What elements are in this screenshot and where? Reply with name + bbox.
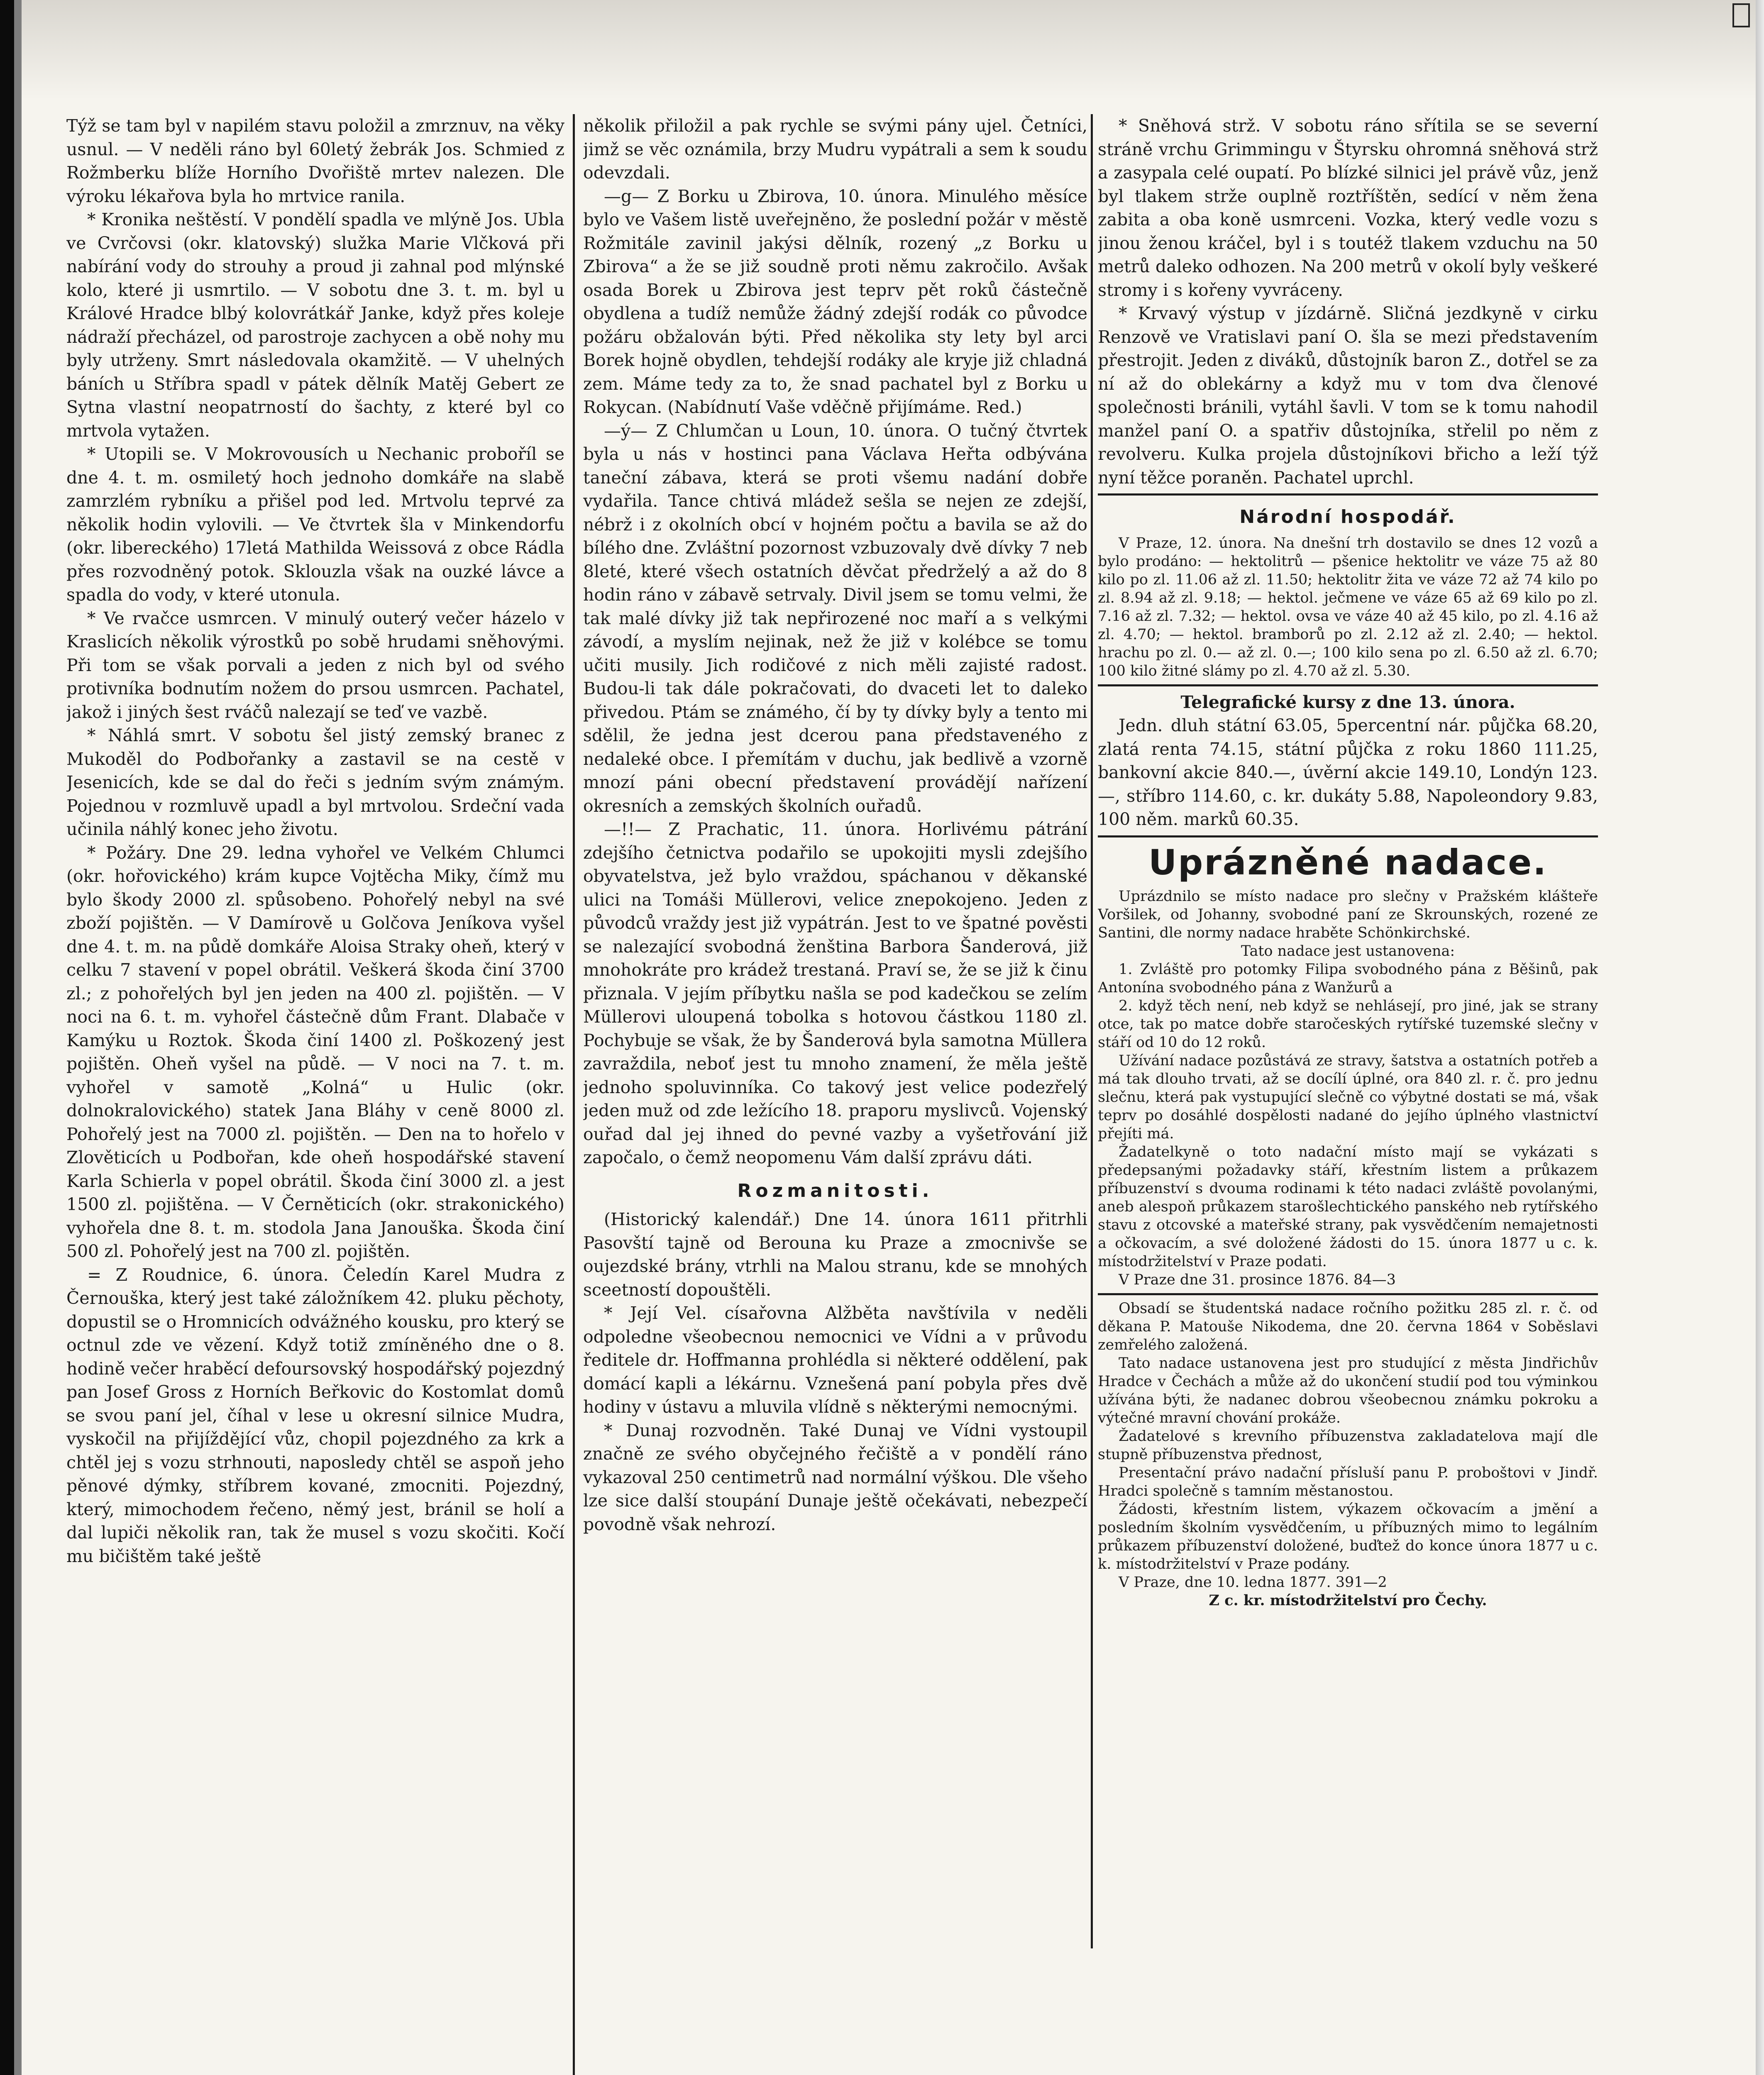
paragraph: * Požáry. Dne 29. ledna vyhořel ve Velkém Chlumci (okr. hořovického) krám kupce Vojtěcha Miky, čímž mu bylo škody 2000 zl. spůsobeno. Pohořelý nebyl na své zboží pojištěn. — V Damírově u Golčova Jeníkova vyšel dne 4. t. m. na půdě domkáře Aloisa Straky oheň, který v celku 7 stavení v popel obrátil. Veškerá škoda činí 3700 zl.; z pohořelých byl jen jeden na 400 zl. pojištěn. — V noci na 6. t. m. vyhořel částečně dům Frant. Dlabače v Kamýku u Roztok. Škoda činí 1400 zl. Poškozený jest pojištěn. Oheň vyšel na půdě. — V noci na 7. t. m. vyhořel v samotě „Kolná“ u Hulic (okr. dolnokralovického) statek Jana Bláhy v ceně 8000 zl. Pohořelý jest na 7000 zl. pojištěn. — Den na to hořelo v Zlověticích u Podbořan, kde oheň hospodářské stavení Karla Schierla v popel obrátil. Škoda činí 3000 zl. a jest 1500 zl. pojištěna. — V Černěticích (okr. strakonického) vyhořela dne 8. t. m. stodola Jana Janouška. Škoda činí 500 zl. Pohořelý jest na 700 zl. pojištěn.	[66, 842, 564, 1261]
notice-authority: Z c. kr. místodržitelství pro Čechy.	[1209, 1592, 1487, 1609]
paragraph: —ý— Z Chlumčan u Loun, 10. února. O tučný čtvrtek byla u nás v hostinci pana Václava Heřta odbývána taneční zábava, která se proti všemu nadání dobře vydařila. Tance chtivá mládež sešla se nejen ze zdejší, nébrž i z okolních obcí v hojném počtu a bavila se až do bílého dne. Zvláštní pozornost vzbuzovaly dvě dívky 7 neb 8leté, které všech ostatních děvčat předrželý a až do 8 hodin ráno v zábavě setrvaly. Divil jsem se tomu velmi, že tak malé dívky již tak nepřirozené noc maří a s velkými závodí, a myslím nejinak, než že již v kolébce se tomu učiti musily. Jich rodičové z nich měli zajisté radost. Budou-li tak dále pokračovati, do dvaceti let to daleko přivedou. Ptám se známého, čí by ty dívky byly a tento mi sdělil, že jedna jest dcerou pana představeného z nedaleké obce. I přemítám v duchu, jak bedlivě a vzorně mnozí páni obecní představení provádějí nařízení okresních a zemských školních ouřadů.	[583, 420, 1087, 816]
section-heading-miscellany: Rozmanitosti.	[737, 1180, 933, 1201]
notice-date: V Praze, dne 10. ledna 1877. 391—2	[1119, 1574, 1387, 1591]
notice-paragraph: Žadatelkyně o toto nadační místo mají se vykázati s předepsanými požadavky stáří, křestním listem a průkazem příbuzenství s dvouma rodinami k této nadaci zvláště povolanými, aneb alespoň průkazem starošlechtického panského neb rytířského stavu z otcovské a mateřské strany, pak vysvědčením nemajetnosti a očkovacím, a své doložené žádosti do 15. února 1877 u c. k. místodržitelství v Praze podati.	[1098, 1143, 1598, 1270]
notice-paragraph: Uprázdnilo se místo nadace pro slečny v Pražském klášteře Voršilek, od Johanny, svobodné paní ze Skrounských, rozené ze Santini, dle normy nadace hraběte Schönkirchské.	[1098, 888, 1598, 941]
column-rule-2	[1091, 114, 1093, 1948]
paragraph: * Sněhová strž. V sobotu ráno sřítila se se severní stráně vrchu Grimmingu v Štyrsku ohromná sněhová strž a zasypala celé oupatí. Po blízké silnici jel právě vůz, jenž byl tlakem strže ouplně roztříštěn, sedící v něm žena zabita a oba koně usmrceni. Vozka, který vedle vozu s jinou ženou kráčel, byl i s toutéž tlakem vzduchu na 50 metrů daleko odhozen. Na 200 metrů v okolí byly veškeré stromy i s kořeny vyvráceny.	[1098, 116, 1598, 300]
telegraph-heading: Telegrafické kursy z dne 13. února.	[1180, 692, 1515, 712]
notice-paragraph: 1. Zvláště pro potomky Filipa svobodného pána z Běšinů, pak Antonína svobodného pána z Wanžurů a	[1098, 961, 1598, 996]
foundations-title: Uprázněné nadace.	[1148, 842, 1548, 883]
notice-paragraph: Tato nadace ustanovena jest pro studující z města Jindřichův Hradce v Čechách a může až do ukončení studií pod tou výminkou užívána býti, že nadanec dobrou všeobecnou známku pokroku a výtečné mravní chování prokáže.	[1098, 1355, 1598, 1426]
notice-paragraph: 2. když těch není, neb když se nehlásejí, pro jiné, jak se strany otce, tak po matce dobře staročeských rytířské tuzemské slečny v stáří od 10 do 12 roků.	[1098, 997, 1598, 1051]
divider	[1098, 835, 1598, 837]
market-report: V Praze, 12. února. Na dnešní trh dostavilo se dnes 12 vozů a bylo prodáno: — hektolitrů — pšenice hektolitr ve váze 75 až 80 kilo po zl. 11.06 až zl. 11.50; hektolitr žita ve váze 72 až 74 kilo po zl. 8.94 až zl. 9.18; — hektol. ječmene ve váze 65 až 69 kilo po zl. 7.16 až zl. 7.32; — hektol. ovsa ve váze 40 až 45 kilo, po zl. 4.16 až zl. 4.70; — hektol. bramborů po zl. 2.12 až zl. 2.40; — hektol. hrachu po zl. 0.— až zl. 0.—; 100 kilo sena po zl. 6.50 až zl. 6.70; 100 kilo žitné slámy po zl. 4.70 až zl. 5.30.	[1098, 535, 1598, 679]
column-3	[1098, 114, 1598, 2075]
paragraph: —g— Z Borku u Zbirova, 10. února. Minulého měsíce bylo ve Vašem listě uveřejněno, že poslední požár v městě Rožmitále zavinil jakýsi dělník, rozený „z Borku u Zbirova“ a že se již soudně proti němu zakročilo. Avšak osada Borek u Zbirova jest teprv pět roků částečně obydlena a tudíž nemůže žádný zdejší rodák co původce požáru obžalován býti. Před několika sty lety byl arci Borek hojně obydlen, tehdejší rodáky ale kryje již chladná zem. Máme tedy za to, že snad pachatel byl z Borku u Rokycan. (Nabídnutí Vaše vděčně přijímáme. Red.)	[583, 186, 1087, 417]
notice-paragraph: Žadatelové s krevního příbuzenstva zakladatelova mají dle stupně příbuzenstva přednost,	[1098, 1428, 1598, 1463]
notice-paragraph: Žádosti, křestním listem, výkazem očkovacím a jmění a posledním školním vysvědčením, u příbuzných mimo to legálním průkazem příbuzenství doložené, buďtež do konce února 1877 u c. k. místodržitelství v Praze podány.	[1098, 1501, 1598, 1572]
paragraph: * Krvavý výstup v jízdárně. Sličná jezdkyně v cirku Renzově ve Vratislavi paní O. šla se mezi představením přestrojit. Jeden z diváků, důstojník baron Z., dotřel se za ní až do oblekárny a když mu v tom dva členové společnosti bránili, vytáhl šavli. V tom se k tomu nahodil manžel paní O. a spatřiv důstojníka, střelil po něm z revolveru. Kulka projela důstojníkovi břicho a leží týž nyní těžce poraněn. Pachatel uprchl.	[1098, 303, 1598, 488]
paragraph: * Její Vel. císařovna Alžběta navštívila v neděli odpoledne všeobecnou nemocnici ve Vídni a v průvodu ředitele dr. Hoffmanna prohlédla si některé oddělení, pak domácí kapli a lékárnu. Vznešená paní pobyla přes dvě hodiny v ústavu a mluvila vlídně s některými nemocnými.	[583, 1303, 1087, 1417]
column-rule-1	[573, 114, 575, 2075]
paragraph: * Kronika neštěstí. V pondělí spadla ve mlýně Jos. Ubla ve Cvrčovsi (okr. klatovský) služka Marie Vlčková při nabírání vody do strouhy a proud ji zahnal pod mlýnské kolo, které ji usmrtilo. — V sobotu dne 3. t. m. byl u Králové Hradce blbý kolovrátkář Janke, když přes koleje nádraží přecházel, od parostroje zachycen a obě nohy mu byly utrženy. Smrt následovala okamžitě. — V uhelných báních u Stříbra spadl v pátek dělník Matěj Gebert ze Sytna vlastní neopatrností do šachty, z které byl co mrtvola vytažen.	[66, 210, 564, 441]
paragraph: * Dunaj rozvodněn. Také Dunaj ve Vídni vystoupil značně ze svého obyčejného řečiště a v pondělí ráno vykazoval 250 centimetrů nad normální výškou. Dle všeho lze sice další stoupání Dunaje ještě očekávati, nebezpečí povodně však nehrozí.	[583, 1420, 1087, 1534]
paragraph: = Z Roudnice, 6. února. Čeledín Karel Mudra z Černouška, který jest také záložníkem 42. pluku pěchoty, dopustil se o Hromnicích odvážného kousku, pro který se octnul zde ve vězení. Když totiž zmíněného dne o 8. hodině večer hraběcí defoursovský hospodářský pojezdný pan Josef Gross z Horních Beřkovic do Kostomlat domů se svou paní jel, číhal v lese u okresní silnice Mudra, vyskočil na přijíždějící vůz, chopil pojezdného za krk a chtěl jej s vozu strhnouti, naposledy chtěl se aspoň jeho pěnové dýmky, stříbrem kované, zmocniti. Pojezdný, který, mimochodem řečeno, němý jest, bránil se holí a dal lupiči několik ran, tak že musel s vozu skočiti. Kočí mu bičištěm také ještě	[66, 1265, 564, 1566]
paragraph: * Ve rvačce usmrcen. V minulý outerý večer házelo v Kraslicích několik výrostků po sobě hrudami sněhovými. Při tom se však porvali a jeden z nich byl od svého protivníka bodnutím nožem do prsou usmrcen. Pachatel, jakož i jiných šest rváčů nalezají se teď ve vazbě.	[66, 608, 564, 722]
divider	[1098, 1293, 1598, 1295]
section-heading-economy: Národní hospodář.	[1239, 506, 1456, 527]
scan-left-edge	[0, 0, 22, 2075]
column-2	[583, 114, 1087, 2075]
paragraph: * Náhlá smrt. V sobotu šel jistý zemský branec z Mukoděl do Podbořanky a zastavil se na cestě v Jesenicích, kde se dal do řeči s jedním svým známým. Pojednou v rozmluvě upadl a byl mrtvolou. Srdeční vada učinila náhlý konec jeho životu.	[66, 725, 564, 839]
notice-date: V Praze dne 31. prosince 1876. 84—3	[1119, 1271, 1396, 1288]
page-top-shadow	[0, 0, 1764, 100]
scan-right-edge	[1756, 0, 1764, 2075]
paragraph: několik přiložil a pak rychle se svými pány ujel. Četníci, jimž se věc oznámila, brzy Mudru vypátrali a sem k soudu odevzdali.	[583, 116, 1087, 183]
divider	[1098, 493, 1598, 496]
paragraph: (Historický kalendář.) Dne 14. února 1611 přitrhli Pasovští tajně od Berouna ku Praze a zmocnivše se oujezdské brány, vtrhli na Malou stranu, kde se mnohých sceetností dopouštěli.	[583, 1209, 1087, 1300]
notice-paragraph: Tato nadace jest ustanovena:	[1241, 942, 1455, 959]
paragraph: —!!— Z Prachatic, 11. února. Horlivému pátrání zdejšího četnictva podařilo se upokojiti mysli zdejšího obyvatelstva, jež bylo vraždou, spáchanou v děkanské ulici na Tomáši Müllerovi, velice znepokojeno. Jeden z původců vraždy jest již vypátrán. Jest to ve špatné pověsti se nalezající svobodná ženština Barbora Šanderová, již mnohokráte pro krádež trestaná. Praví se, že se již k činu přiznala. V jejím příbytku našla se pod kadečkou se zelím Müllerovi uloupená tobolka s hotovou částkou 1180 zl. Pochybuje se však, že by Šanderová byla samotna Müllera zavraždila, neboť jest tu mnoho znamení, že měla ještě jednoho spoluvinníka. Co takový jest velice podezřelý jeden muž od zde ležícího 18. praporu myslivců. Vojenský ouřad dal jej ihned do pevné vazby a vyšetřování již započalo, o čemž neopomenu Vám další zprávu dáti.	[583, 819, 1087, 1167]
corner-registration-mark	[1732, 3, 1750, 27]
divider	[1098, 684, 1598, 686]
notice-paragraph: Obsadí se študentská nadace ročního požitku 285 zl. r. č. od děkana P. Matouše Nikodema, dne 20. června 1864 v Soběslavi zemřelého založená.	[1098, 1300, 1598, 1353]
paragraph: Týž se tam byl v napilém stavu položil a zmrznuv, na věky usnul. — V neděli ráno byl 60letý žebrák Jos. Schmied z Rožmberku blíže Horního Dvořiště mrtev nalezen. Dle výroku lékařova byla ho mrtvice ranila.	[66, 116, 564, 206]
paragraph: * Utopili se. V Mokrovousích u Nechanic proboříl se dne 4. t. m. osmiletý hoch jednoho domkáře na slabě zamrzlém rybníku a přišel pod led. Mrtvolu teprvé za několik hodin vylovili. — Ve čtvrtek šla v Minkendorfu (okr. libereckého) 17letá Mathilda Weissová z obce Rádla přes rozvodněný potok. Sklouzla však na ouzké lávce a spadla do vody, v které utonula.	[66, 444, 564, 605]
notice-paragraph: Užívání nadace pozůstává ze stravy, šatstva a ostatních potřeb a má tak dlouho trvati, až se docílí úplné, ora 840 zl. r. č. pro jednu slečnu, která pak vystupující slečně co výbytné dostati se má, však teprv po dosáhlé dospělosti nadané do jejího úplného vlastnictví přejíti má.	[1098, 1052, 1598, 1142]
notice-paragraph: Presentační právo nadační přísluší panu P. proboštovi v Jindř. Hradci společně s tamním městanostou.	[1098, 1464, 1598, 1499]
column-1	[66, 114, 564, 2075]
telegraph-rates: Jedn. dluh státní 63.05, 5percentní nár. půjčka 68.20, zlatá renta 74.15, státní půjčka z roku 1860 111.25, bankovní akcie 840.—, úvěrní akcie 149.10, Londýn 123.—, stříbro 114.60, c. kr. dukáty 5.88, Napoleondory 9.83, 100 něm. marků 60.35.	[1098, 715, 1598, 829]
